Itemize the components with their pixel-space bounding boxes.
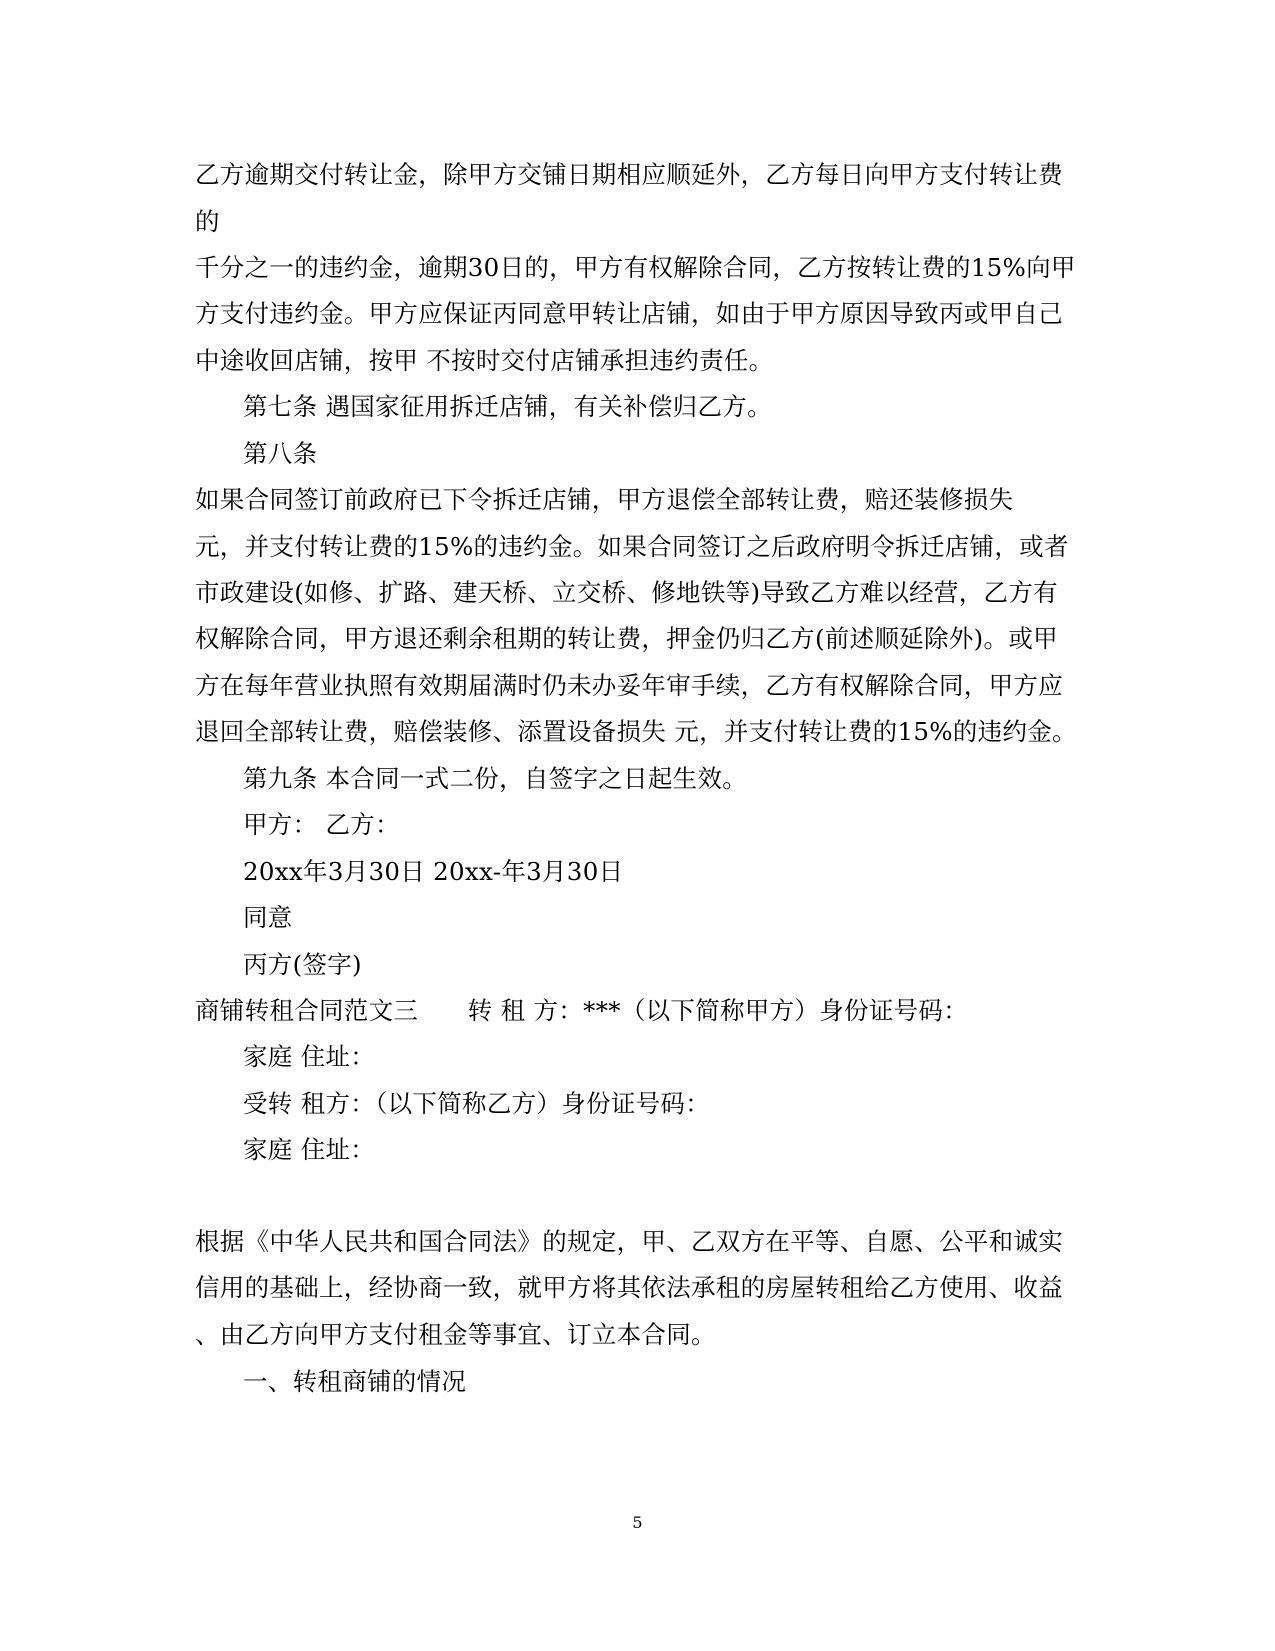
text-line: 信用的基础上，经协商一致，就甲方将其依法承租的房屋转租给乙方使用、收益: [195, 1273, 1063, 1302]
text-line: 权解除合同，甲方退还剩余租期的转让费，押金仍归乙方(前述顺延除外)。或甲: [195, 624, 1058, 653]
text-line: 如果合同签订前政府已下令拆迁店铺，甲方退偿全部转让费，赔还装修损失: [195, 485, 1014, 514]
text-line: 方支付违约金。甲方应保证丙同意甲转让店铺，如由于甲方原因导致丙或甲自己: [195, 299, 1063, 328]
signature-parties: 甲方： 乙方：: [243, 810, 400, 839]
address-line: 家庭 住址：: [243, 1135, 376, 1164]
section-title-line: 商铺转租合同范文三 转 租 方：***（以下简称甲方）身份证号码：: [195, 996, 969, 1025]
text-line: 方在每年营业执照有效期届满时仍未办妥年审手续，乙方有权解除合同，甲方应: [195, 671, 1063, 700]
text-line: 的: [195, 207, 220, 236]
lessee-line: 受转 租方：（以下简称乙方）身份证号码：: [243, 1089, 711, 1118]
page-number: 5: [632, 1513, 643, 1532]
text-line: 中途收回店铺，按甲 不按时交付店铺承担违约责任。: [195, 346, 774, 375]
section-heading: 一、转租商铺的情况: [243, 1367, 467, 1396]
article-8-heading: 第八条: [243, 439, 318, 468]
address-line: 家庭 住址：: [243, 1042, 376, 1071]
text-line: 乙方逾期交付转让金，除甲方交铺日期相应顺延外，乙方每日向甲方支付转让费: [195, 160, 1063, 189]
signature-dates: 20xx年3月30日 20xx-年3月30日: [243, 857, 624, 886]
article-7: 第七条 遇国家征用拆迁店铺，有关补偿归乙方。: [243, 392, 772, 421]
party-c-signature: 丙方(签字): [243, 950, 362, 979]
text-line: 千分之一的违约金，逾期30日的，甲方有权解除合同，乙方按转让费的15%向甲: [195, 253, 1076, 282]
text-line: 根据《中华人民共和国合同法》的规定，甲、乙双方在平等、自愿、公平和诚实: [195, 1227, 1063, 1256]
text-line: 、由乙方向甲方支付租金等事宜、订立本合同。: [195, 1320, 716, 1349]
consent-label: 同意: [243, 903, 293, 932]
text-line: 市政建设(如修、扩路、建天桥、立交桥、修地铁等)导致乙方难以经营，乙方有: [195, 578, 1058, 607]
text-line: 退回全部转让费，赔偿装修、添置设备损失 元，并支付转让费的15%的违约金。: [195, 717, 1077, 746]
text-line: 元，并支付转让费的15%的违约金。如果合同签订之后政府明令拆迁店铺，或者: [195, 532, 1069, 561]
article-9: 第九条 本合同一式二份，自签字之日起生效。: [243, 764, 748, 793]
